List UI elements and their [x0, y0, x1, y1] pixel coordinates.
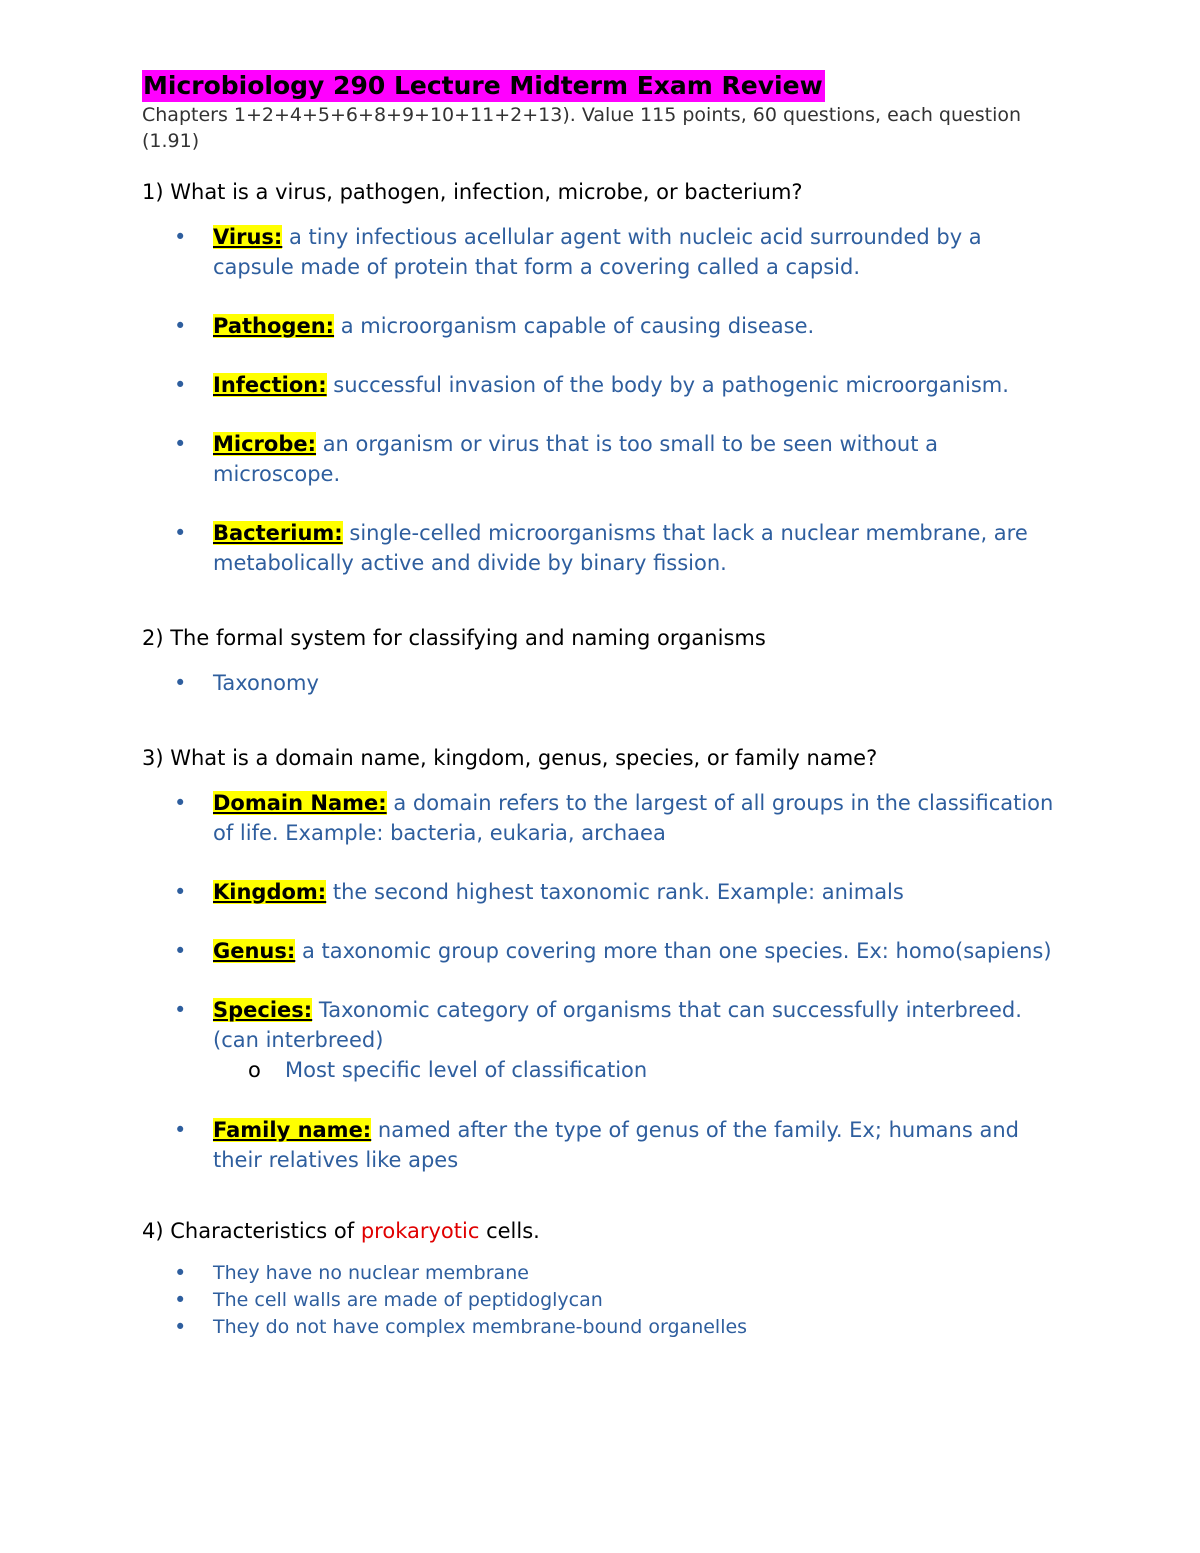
list-item — [142, 311, 1062, 341]
bullet-icon: • — [174, 1288, 187, 1312]
definition-text: a domain refers to the largest of all groups in the classification of life. Example: bacteria, eukaria, archaea — [213, 791, 1054, 845]
answer-text: They do not have complex membrane-bound organelles — [213, 1316, 748, 1338]
term-label: Family name: — [213, 1118, 372, 1142]
list-item — [142, 370, 1062, 400]
title-wrap — [142, 70, 1062, 102]
bullet-icon: • — [174, 791, 187, 815]
bullet-icon: • — [174, 1118, 187, 1142]
document-subtitle: Chapters 1+2+4+5+6+8+9+10+11+2+13). Value 115 points, 60 questions, each question (1.91) — [142, 104, 1022, 152]
bullet-icon: • — [174, 880, 187, 904]
term-label: Domain Name: — [213, 791, 387, 815]
species-sub-list — [214, 1055, 1062, 1085]
question-4 — [142, 1216, 1062, 1246]
bullet-icon: • — [174, 521, 187, 545]
bullet-icon: • — [174, 225, 187, 249]
definition-text: a tiny infectious acellular agent with nucleic acid surrounded by a capsule made of protein that form a covering called a capsid. — [213, 225, 982, 279]
list-item — [142, 877, 1062, 907]
question-4-keyword: prokaryotic — [360, 1219, 480, 1243]
list-item — [142, 788, 1062, 848]
definition-text: single-celled microorganisms that lack a nuclear membrane, are metabolically active and divide by binary fission. — [213, 521, 1028, 575]
question-2-list — [142, 668, 1062, 698]
bullet-icon: • — [174, 314, 187, 338]
list-item — [142, 1115, 1062, 1175]
list-item — [142, 668, 1062, 698]
question-4-text-end: cells. — [479, 1219, 540, 1243]
term-label: Virus: — [213, 225, 283, 249]
question-4-list — [142, 1260, 1062, 1341]
sub-item-text: Most specific level of classification — [285, 1058, 648, 1082]
circle-bullet-icon: o — [248, 1058, 261, 1082]
bullet-icon: • — [174, 671, 187, 695]
question-1-text: ) What is a virus, pathogen, infection, microbe, or bacterium? — [155, 180, 803, 204]
list-item — [142, 1314, 1062, 1341]
definition-text: the second highest taxonomic rank. Example: animals — [326, 880, 904, 904]
question-1-number: 1 — [142, 180, 156, 204]
bullet-icon: • — [174, 373, 187, 397]
question-1-list — [142, 222, 1062, 578]
term-label: Species: — [213, 998, 313, 1022]
list-item — [142, 995, 1062, 1055]
question-2: 2) The formal system for classifying and naming organisms — [142, 626, 766, 650]
bullet-icon: • — [174, 998, 187, 1022]
definition-text: named after the type of genus of the family. Ex; humans and their relatives like apes — [213, 1118, 1019, 1172]
term-label: Bacterium: — [213, 521, 343, 545]
term-label: Infection: — [213, 373, 327, 397]
definition-text: successful invasion of the body by a pathogenic microorganism. — [326, 373, 1009, 397]
question-1 — [142, 177, 1062, 207]
answer-text: Taxonomy — [213, 671, 319, 695]
document-page — [142, 70, 1062, 1341]
list-item — [142, 429, 1062, 489]
bullet-icon: • — [174, 432, 187, 456]
list-item — [142, 1287, 1062, 1314]
list-item — [142, 222, 1062, 282]
definition-text: Taxonomic category of organisms that can successfully interbreed. (can interbreed) — [213, 998, 1022, 1052]
list-item — [142, 1260, 1062, 1287]
list-item — [142, 936, 1062, 966]
answer-text: The cell walls are made of peptidoglycan — [213, 1289, 603, 1311]
term-label: Microbe: — [213, 432, 317, 456]
question-3-list-continued — [142, 1115, 1062, 1175]
bullet-icon: • — [174, 939, 187, 963]
bullet-icon: • — [174, 1315, 187, 1339]
term-label: Pathogen: — [213, 314, 335, 338]
bullet-icon: • — [174, 1261, 187, 1285]
question-3: 3) What is a domain name, kingdom, genus, species, or family name? — [142, 746, 878, 770]
question-3-list — [142, 788, 1062, 1055]
list-item — [142, 518, 1062, 578]
definition-text: a microorganism capable of causing disease. — [334, 314, 815, 338]
term-label: Kingdom: — [213, 880, 327, 904]
document-title: Microbiology 290 Lecture Midterm Exam Review — [143, 71, 823, 100]
answer-text: They have no nuclear membrane — [213, 1262, 529, 1284]
sub-list-item — [214, 1055, 1062, 1085]
definition-text: an organism or virus that is too small to be seen without a microscope. — [213, 432, 938, 486]
term-label: Genus: — [213, 939, 296, 963]
definition-text: a taxonomic group covering more than one species. Ex: homo(sapiens) — [295, 939, 1052, 963]
question-4-text-start: 4) Characteristics of — [142, 1219, 361, 1243]
